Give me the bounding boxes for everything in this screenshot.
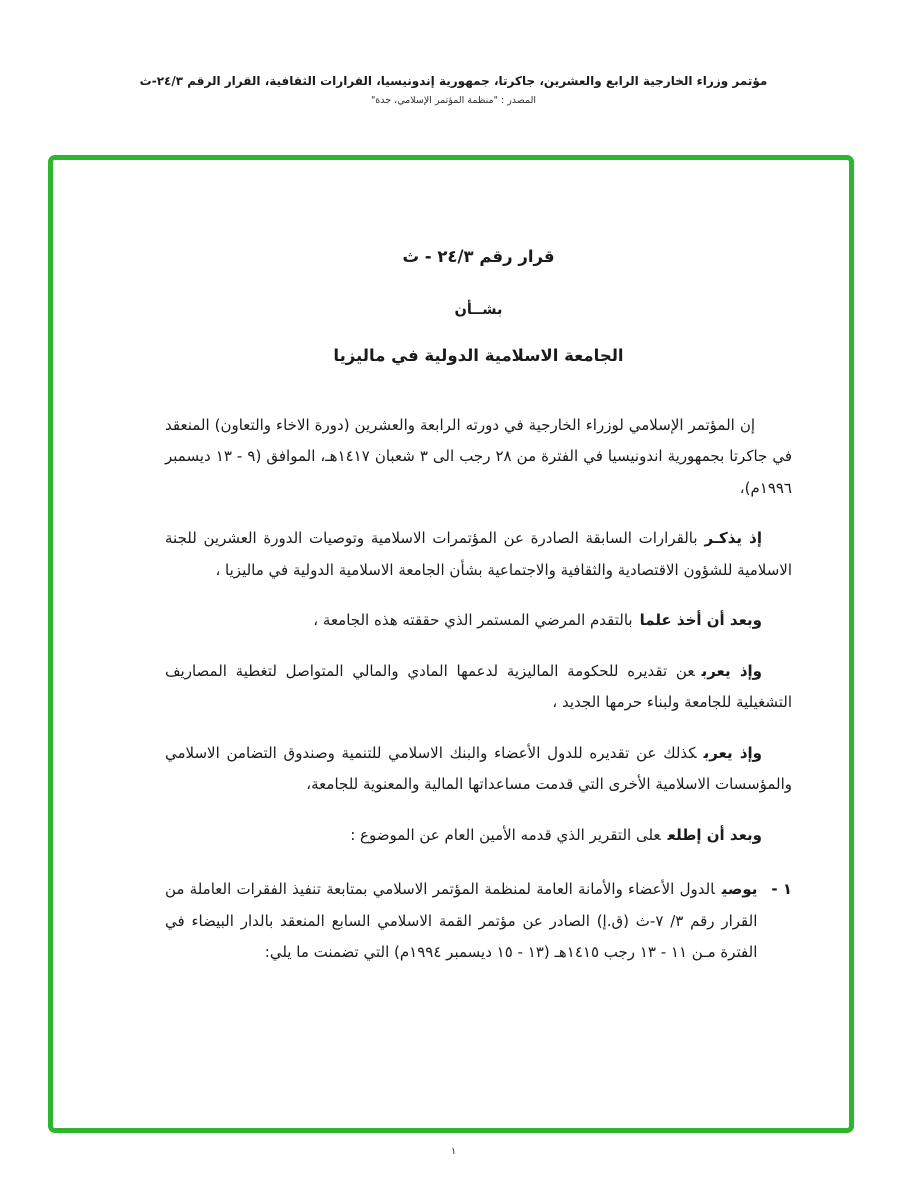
item-number: ١ - xyxy=(771,880,792,899)
document-content xyxy=(53,160,849,969)
paragraph-text: عن تقديره للحكومة الماليزية لدعمها المادي والمالي المتواصل لتغطية المصاريف التشغيلية للجامعة ولبناء حرمها الجديد ، xyxy=(165,661,792,712)
title-block xyxy=(165,240,792,374)
recalling-paragraph xyxy=(165,523,792,586)
header-citation-line: مؤتمر وزراء الخارجية الرابع والعشرين، جاكرتا، جمهورية إندونيسيا، القرارات الثقافية، القرار الرقم ٢٤/٣-ث xyxy=(139,74,768,88)
resolution-number-title: قرار رقم ٢٤/٣ - ث xyxy=(402,247,555,266)
paragraph-text: بالتقدم المرضي المستمر الذي حققته هذه الجامعة ، xyxy=(313,611,633,630)
header-source-line: المصدر : "منظمة المؤتمر الإسلامي، جدة" xyxy=(370,95,537,106)
appreciation-members-paragraph xyxy=(165,738,792,801)
subject-word: بشــأن xyxy=(454,301,503,318)
paragraph-lead: وإذ يعرب xyxy=(703,743,762,762)
preamble-paragraph xyxy=(165,410,792,505)
resolution-subject-title: الجامعة الاسلامية الدولية في ماليزيا xyxy=(333,346,624,366)
paragraph-lead: وبعد أن إطلع xyxy=(667,825,762,844)
page-header xyxy=(0,74,907,106)
paragraph-text: على التقرير الذي قدمه الأمين العام عن الموضوع : xyxy=(350,825,661,844)
item-body xyxy=(165,874,757,969)
paragraph-text: بالقرارات السابقة الصادرة عن المؤتمرات الاسلامية وتوصيات الدورة العشرين للجنة الاسلامية للشؤون الاقتصادية والثقافية والاجتماعية بشأن الجامعة الاسلامية الدولية في ماليزيا ، xyxy=(165,529,792,579)
noting-paragraph xyxy=(165,605,792,637)
report-paragraph xyxy=(165,820,792,852)
paragraph-text: إن المؤتمر الإسلامي لوزراء الخارجية في دورته الرابعة والعشرين (دورة الاخاء والتعاون) المنعقد في جاكرتا بجمهورية اندونيسيا في الفترة من ٢٨ رجب الى ٣ شعبان ١٤١٧هـ، الموافق (٩ - ١٣ ديسمبر ١٩٩٦م)، xyxy=(165,415,793,497)
item-text: الدول الأعضاء والأمانة العامة لمنظمة المؤتمر الاسلامي بمتابعة تنفيذ الفقرات العاملة من القرار رقم ٣/ ٧-ث (ق.إ) الصادر عن مؤتمر القمة الاسلامي السابع المنعقد بالدار البيضاء في الفترة مـن ١١ - ١٣ رجب ١٤١٥هـ (١٣ - ١٥ ديسمبر ١٩٩٤م) التي تضمنت ما يلي: xyxy=(165,880,758,962)
item-lead: يوصي xyxy=(721,880,758,899)
appreciation-malaysia-paragraph xyxy=(165,656,792,719)
paragraph-lead: وإذ يعرب xyxy=(701,661,763,680)
paragraph-lead: إذ يذكـر xyxy=(704,529,762,548)
page-number: ١ xyxy=(450,1146,457,1157)
paragraph-text: كذلك عن تقديره للدول الأعضاء والبنك الاسلامي للتنمية وصندوق التضامن الاسلامي والمؤسسات الاسلامية الأخرى التي قدمت مساعداتها المالية والمعنوية للجامعة، xyxy=(165,743,792,794)
numbered-item-1 xyxy=(165,874,792,969)
paragraph-lead: وبعد أن أخذ علما xyxy=(639,611,762,630)
document-frame xyxy=(48,155,854,1133)
